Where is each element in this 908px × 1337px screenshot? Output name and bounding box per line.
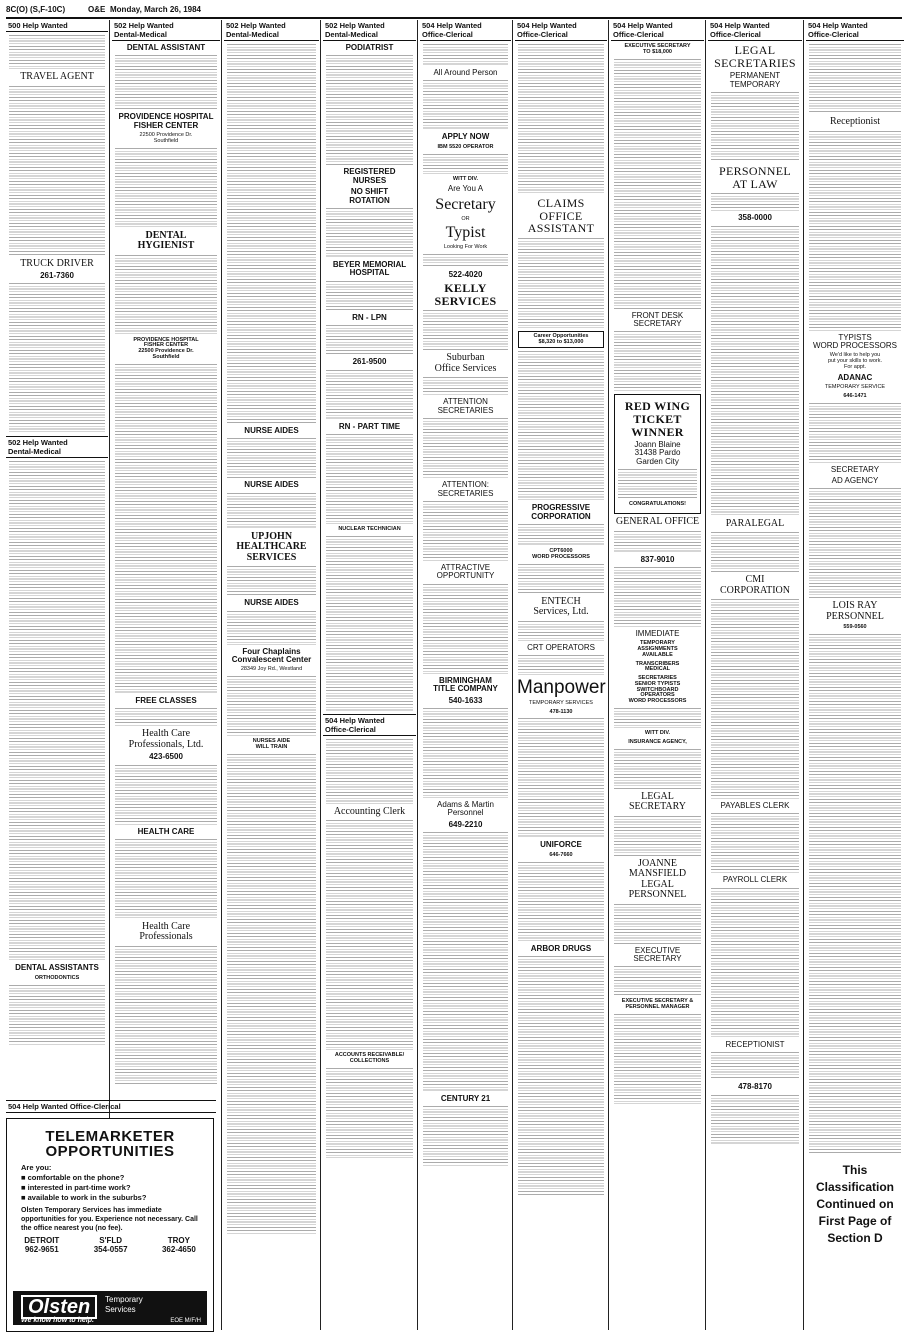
ad-birmingham: BIRMINGHAM TITLE COMPANY	[433, 675, 498, 694]
ad-birmingham-phone: 540-1633	[448, 695, 483, 705]
ad-health-care-2: HEALTH CARE	[137, 826, 195, 836]
ad-text	[115, 708, 217, 726]
column-rule	[221, 20, 222, 1330]
ad-adams-martin: Adams & Martin Personnel	[437, 799, 494, 818]
column-rule	[417, 20, 418, 1330]
ad-arbor: ARBOR DRUGS	[530, 943, 592, 953]
ad-text	[809, 44, 901, 114]
ad-legal-secretary: LEGAL SECRETARY	[629, 790, 686, 812]
ad-text	[9, 985, 105, 1045]
ad-text	[518, 621, 604, 641]
ad-cpt: CPT6000 WORD PROCESSORS	[532, 548, 590, 560]
ad-text	[614, 749, 701, 789]
ad-are-you-a: Are You A	[447, 184, 484, 194]
ad-manpower: Manpower	[517, 677, 606, 699]
ad-suburban: Suburban Office Services	[434, 352, 497, 374]
ad-text	[518, 564, 604, 594]
ad-kelly: KELLY SERVICES	[434, 281, 497, 308]
ad-text	[326, 325, 413, 355]
ad-accounts-receivable: ACCOUNTS RECEIVABLE/ COLLECTIONS	[334, 1052, 405, 1064]
ad-text	[423, 708, 508, 798]
ad-immediate: IMMEDIATE	[635, 628, 680, 638]
ad-upjohn: UPJOHN HEALTHCARE SERVICES	[236, 530, 307, 563]
ad-text	[423, 501, 508, 561]
ad-text	[614, 531, 701, 553]
ad-exec-personnel: EXECUTIVE SECRETARY & PERSONNEL MANAGER	[621, 998, 694, 1011]
olsten-subtitle: Temporary Services	[105, 1295, 143, 1314]
ad-text	[326, 739, 413, 804]
ad-claims: CLAIMS OFFICE ASSISTANT	[527, 196, 595, 236]
telemarketer-pitch: Olsten Temporary Services has immediate opportunities for you. Experience not necessary. Call the office nearest you (no fee).	[21, 1207, 198, 1232]
ad-podiatrist: PODIATRIST	[345, 43, 394, 52]
red-wing-box	[614, 394, 701, 514]
olsten-logo-band	[13, 1291, 207, 1325]
ad-text	[518, 238, 604, 328]
red-wing-congrats: CONGRATULATIONS!	[629, 501, 686, 508]
ad-text	[711, 888, 799, 1038]
ad-text	[518, 655, 604, 675]
ad-text	[518, 956, 604, 1196]
ad-receptionist: Receptionist	[830, 116, 880, 127]
page-code: 8C(O) (S,F-10C)	[6, 5, 66, 14]
ad-nurse-aides-2: NURSE AIDES	[244, 480, 299, 490]
eoe-note: EOE M/F/H	[170, 1318, 201, 1324]
ad-text	[614, 1014, 701, 1104]
column-7	[611, 20, 704, 1332]
ad-registered-nurses: REGISTERED NURSES	[343, 167, 396, 185]
ad-text	[614, 816, 701, 856]
ad-dental-assistants: DENTAL ASSISTANTS	[15, 963, 99, 973]
ad-text	[423, 254, 508, 268]
ad-text	[423, 1106, 508, 1166]
ad-temporary: TEMPORARY ASSIGNMENTS AVAILABLE	[637, 640, 678, 658]
ad-free-classes: FREE CLASSES	[135, 695, 197, 705]
ad-text	[809, 634, 901, 1154]
ad-help-text: We'd like to help you put your skills to work. For appt.	[827, 352, 883, 370]
ad-nurses-aide: NURSES AIDE WILL TRAIN	[252, 738, 291, 750]
ad-lois-phone: 559-0560	[843, 624, 867, 631]
column-1	[6, 20, 108, 1115]
ad-text	[9, 461, 105, 961]
ad-text	[423, 310, 508, 350]
ad-adams-phone: 649-2210	[448, 819, 483, 829]
ad-text	[227, 438, 316, 478]
ad-attention-2: ATTENTION: SECRETARIES	[437, 480, 494, 498]
ad-adanac-sub: TEMPORARY SERVICE	[824, 383, 886, 390]
column-heading: 504 Help Wanted Office-Clerical	[420, 20, 511, 41]
paper-name: O&E	[88, 5, 106, 14]
ad-general-phone: 837-9010	[640, 554, 675, 564]
column-heading: 502 Help Wanted Dental-Medical	[323, 20, 416, 41]
ad-transcribers: TRANSCRIBERS MEDICAL	[635, 660, 680, 673]
ad-entech: ENTECH Services, Ltd.	[533, 595, 589, 618]
ad-cmi: CMI CORPORATION	[719, 574, 790, 596]
ad-text	[518, 524, 604, 546]
ad-text	[423, 418, 508, 478]
ad-text	[809, 403, 901, 463]
ad-uniforce: UNIFORCE	[540, 840, 582, 850]
ad-text	[115, 364, 217, 694]
red-wing-title: RED WING TICKET WINNER	[624, 399, 691, 439]
ad-text	[711, 92, 799, 162]
ad-paralegal: PARALEGAL	[725, 517, 785, 529]
ad-four-chaplains-address: 28349 Joy Rd., Westland	[240, 666, 303, 673]
column-3	[224, 20, 319, 1332]
ad-witt-div: WITT DIV.	[644, 729, 671, 736]
ad-dental-hygienist: DENTAL HYGIENIST	[137, 229, 195, 252]
ad-text	[423, 154, 508, 174]
ad-text	[115, 946, 217, 1086]
ad-apply-now: APPLY NOW	[441, 132, 490, 142]
column-heading: 504 Help Wanted Office-Clerical	[708, 20, 802, 41]
ad-text	[614, 904, 701, 944]
ad-legal-sub: PERMANENT TEMPORARY	[729, 71, 781, 89]
ad-text	[9, 86, 105, 256]
office-troy: TROY 362-4650	[161, 1236, 196, 1254]
column-4	[323, 20, 416, 1332]
ad-text	[711, 193, 799, 211]
ad-text	[809, 488, 901, 598]
column-heading: 504 Help Wanted Office-Clerical	[806, 20, 904, 41]
ad-payables: PAYABLES CLERK	[720, 801, 790, 811]
ad-lois-ray: LOIS RAY PERSONNEL	[826, 600, 884, 622]
ad-accounting-clerk: Accounting Clerk	[333, 805, 406, 817]
column-5	[420, 20, 511, 1332]
ad-text	[423, 832, 508, 1092]
column-8	[708, 20, 802, 1332]
continued-notice: This Classification Continued on First Page of Section D	[815, 1163, 895, 1246]
ad-text	[614, 331, 701, 391]
ad-beyer: BEYER MEMORIAL HOSPITAL	[332, 259, 407, 278]
ad-providence: PROVIDENCE HOSPITAL FISHER CENTER	[118, 112, 214, 130]
ad-personnel-at-law: PERSONNEL AT LAW	[718, 163, 792, 191]
ad-text	[227, 611, 316, 645]
ad-looking: Looking For Work	[443, 244, 488, 251]
ad-text	[326, 820, 413, 1050]
section-heading: 504 Help Wanted Office-Clerical	[323, 714, 416, 736]
ad-providence-2: PROVIDENCE HOSPITAL FISHER CENTER 22500 Providence Dr. Southfield	[133, 336, 199, 360]
ad-secretary: SECRETARY	[830, 464, 880, 474]
column-2	[112, 20, 220, 1115]
ad-text	[423, 584, 508, 674]
ad-text	[227, 566, 316, 596]
ad-text	[423, 44, 508, 66]
column-heading: 504 Help Wanted Office-Clerical	[611, 20, 704, 41]
ad-receptionist: RECEPTIONIST	[725, 1039, 785, 1049]
ad-adanac-phone: 646-1471	[843, 392, 867, 399]
ad-text	[711, 1095, 799, 1145]
ad-text	[326, 370, 413, 420]
ad-executive: EXECUTIVE SECRETARY	[633, 945, 682, 963]
ad-payroll: PAYROLL CLERK	[722, 875, 788, 885]
ad-text	[326, 55, 413, 165]
ad-text	[227, 676, 316, 736]
office-detroit: DETROIT 962-9651	[24, 1236, 60, 1254]
ad-text	[423, 377, 508, 395]
ad-text	[711, 226, 799, 516]
ad-text	[518, 718, 604, 838]
column-heading: 502 Help Wanted Dental-Medical	[112, 20, 220, 41]
ad-text	[326, 1068, 413, 1158]
ad-ibm: IBM 5520 OPERATOR	[437, 143, 494, 150]
ad-text	[227, 754, 316, 1234]
ad-text	[711, 813, 799, 873]
ad-general-office: GENERAL OFFICE	[615, 516, 700, 528]
ad-rn-phone: 261-9500	[352, 357, 387, 367]
bullet-item: ■ interested in part-time work?	[21, 1183, 131, 1192]
ad-manpower-phone: 478-1130	[549, 708, 573, 715]
ad-text	[618, 469, 697, 499]
column-rule	[705, 20, 706, 1330]
ad-nurse-aides: NURSE AIDES	[244, 426, 299, 435]
ad-text	[614, 966, 701, 996]
ad-adanac: ADANAC	[837, 372, 873, 382]
ad-text	[115, 255, 217, 335]
ad-nurse-aides-3: NURSE AIDES	[244, 598, 299, 608]
ad-rn-lpn: RN - LPN	[352, 312, 387, 322]
ad-executive-secretary: EXECUTIVE SECRETARY TO $18,000	[624, 43, 691, 55]
bullet-item: ■ comfortable on the phone?	[21, 1173, 125, 1182]
ad-text	[518, 351, 604, 501]
ad-joanne-mansfield: JOANNE MANSFIELD LEGAL PERSONNEL	[628, 857, 687, 900]
column-rule	[608, 20, 609, 1330]
office-southfield: S'FLD 354-0557	[93, 1236, 128, 1254]
ad-attention: ATTENTION SECRETARIES	[437, 397, 494, 415]
ad-text	[9, 35, 105, 69]
ad-secretaries: SECRETARIES SENIOR TYPISTS SWITCHBOARD OPERATORS WORD PROCESSORS	[628, 675, 687, 705]
ad-progressive: PROGRESSIVE CORPORATION	[531, 503, 591, 521]
olsten-slogan: We know how to help.	[21, 1317, 94, 1324]
telemarketer-ad	[6, 1118, 214, 1332]
ad-rn-part-time: RN - PART TIME	[338, 421, 401, 431]
column-heading: 500 Help Wanted	[6, 20, 108, 32]
ad-text	[9, 283, 105, 433]
ad-manpower-sub: TEMPORARY SERVICES	[529, 699, 593, 706]
ad-crt: CRT OPERATORS	[527, 642, 595, 652]
ad-text	[326, 208, 413, 258]
olsten-logo: Olsten	[21, 1295, 97, 1319]
ad-uniforce-phone: 646-7660	[549, 851, 573, 858]
ad-text	[227, 493, 316, 529]
column-heading: 502 Help Wanted Dental-Medical	[224, 20, 319, 41]
ad-text	[115, 55, 217, 110]
column-6	[515, 20, 607, 1332]
ad-text	[326, 536, 413, 711]
ad-text	[614, 567, 701, 627]
column-rule	[320, 20, 321, 1330]
ad-health-care: Health Care Professionals, Ltd.	[128, 728, 204, 750]
issue-date: Monday, March 26, 1984	[110, 5, 201, 14]
ad-insurance: INSURANCE AGENCY,	[628, 738, 687, 745]
ad-text	[518, 44, 604, 194]
column-heading: 504 Help Wanted Office-Clerical	[515, 20, 607, 41]
ad-witt: WITT DIV.	[452, 175, 479, 182]
ad-attractive: ATTRACTIVE OPPORTUNITY	[436, 562, 495, 581]
ad-personnel-phone: 358-0000	[738, 213, 772, 223]
ad-truck-driver: TRUCK DRIVER	[20, 257, 94, 269]
ad-four-chaplains: Four Chaplains Convalescent Center	[231, 646, 312, 665]
ad-kelly-phone: 522-4020	[448, 269, 483, 279]
ad-text	[227, 44, 316, 424]
ad-text	[711, 599, 799, 799]
ad-typist: Typist	[445, 224, 486, 242]
page-header	[6, 3, 902, 19]
ad-nuclear: NUCLEAR TECHNICIAN	[338, 525, 401, 532]
ad-century-21: CENTURY 21	[440, 1094, 491, 1104]
ad-truck-phone: 261-7360	[40, 271, 74, 280]
section-heading-office: 504 Help Wanted Office-Clerical	[6, 1100, 216, 1113]
column-9	[806, 20, 904, 1332]
office-phones	[7, 1236, 213, 1254]
ad-front-desk: FRONT DESK SECRETARY	[631, 310, 684, 328]
ad-text	[809, 131, 901, 331]
ad-text	[518, 862, 604, 942]
ad-text	[423, 80, 508, 130]
ad-text	[711, 532, 799, 572]
ad-text	[115, 839, 217, 919]
column-rule	[803, 20, 804, 1330]
ad-text	[711, 1052, 799, 1080]
ad-text	[326, 281, 413, 311]
ad-ad-agency: AD AGENCY	[831, 475, 879, 485]
column-rule	[512, 20, 513, 1330]
ad-legal-secretaries: LEGAL SECRETARIES	[714, 43, 796, 70]
ad-text	[115, 765, 217, 825]
ad-career: Career Opportunities $8,320 to $13,000	[518, 331, 604, 349]
bullet-item: ■ available to work in the suburbs?	[21, 1193, 147, 1202]
ad-text	[614, 708, 701, 728]
red-wing-winner: Joann Blaine 31438 Pardo Garden City	[634, 440, 681, 466]
ad-health-phone: 423-6500	[149, 752, 183, 762]
ad-no-shift: NO SHIFT ROTATION	[349, 187, 390, 205]
ad-providence-address: 22500 Providence Dr. Southfield	[139, 132, 193, 144]
ad-receptionist-phone: 478-8170	[738, 1082, 772, 1092]
ad-all-around: All Around Person	[433, 68, 498, 77]
ad-or: OR	[461, 215, 470, 222]
ad-text	[115, 148, 217, 228]
ad-orthodontics: ORTHODONTICS	[34, 974, 80, 981]
ad-secretary: Secretary	[435, 195, 496, 213]
section-heading: 502 Help Wanted Dental-Medical	[6, 436, 108, 458]
telemarketer-title: TELEMARKETER OPPORTUNITIES	[45, 1128, 175, 1160]
ad-typists: TYPISTS WORD PROCESSORS	[812, 332, 897, 350]
ad-text	[614, 59, 701, 309]
ad-text	[326, 434, 413, 524]
ad-dental-assistant: DENTAL ASSISTANT	[126, 43, 206, 52]
ad-health-care-3: Health Care Professionals	[139, 920, 193, 943]
are-you-label: Are you:	[21, 1163, 52, 1172]
ad-travel-agent: TRAVEL AGENT	[20, 71, 94, 82]
